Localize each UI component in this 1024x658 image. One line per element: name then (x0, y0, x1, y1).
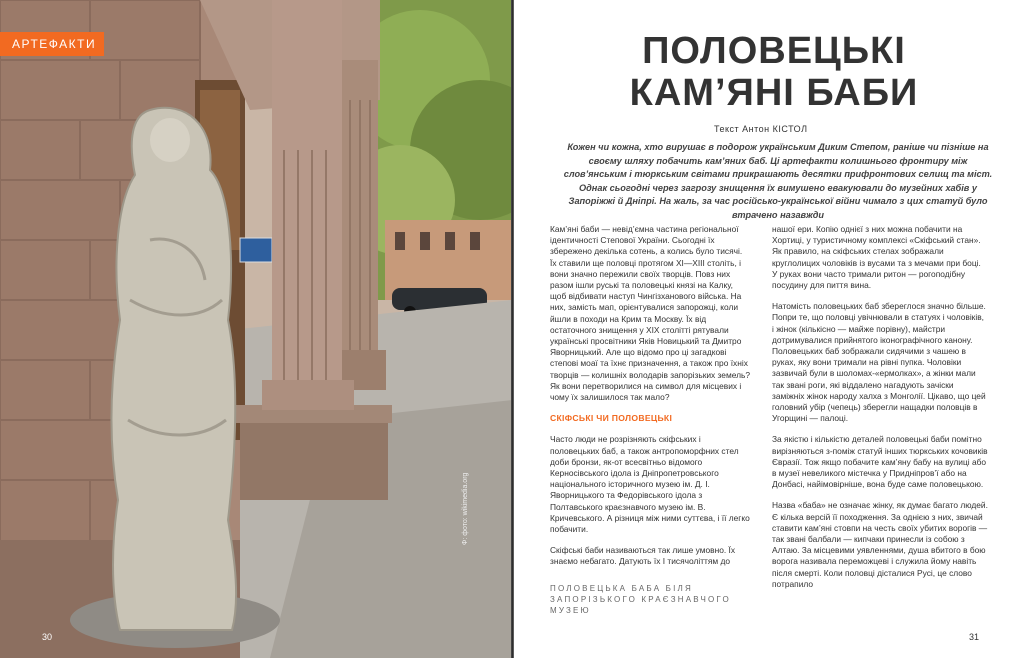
section-tag: АРТЕФАКТИ (0, 32, 104, 56)
paragraph: Часто люди не розрізняють скіфських і половецьких баб, а також антропоморфних стел доби бронзи, як-от всесвітньо відомого Керносівського ідола із Дніпропетровського національного історичного музею ім. Д. І. Яворницького та Федорівського ідола з Полтавського краєзнавчого музею ім. В. Кричевського. А різниця між ними суттєва, і її легко побачити. (550, 434, 750, 535)
text-column-2 (772, 224, 988, 600)
text-column-1 (550, 224, 750, 578)
article-title (574, 30, 974, 114)
right-page (514, 0, 1024, 658)
section-subheading: СКІФСЬКІ ЧИ ПОЛОВЕЦЬКІ (550, 413, 673, 424)
paragraph: нашої ери. Копію однієї з них можна побачити на Хортиці, у туристичному комплексі «Скіфський стан». Як правило, на скіфських стелах зображали круглолицих чоловіків із вусами та з мечами при боці. У руках вони часто тримали ритон — рогоподібну посудину для пиття вина. (772, 224, 981, 291)
lead-paragraph: Кожен чи кожна, хто вирушає в подорож українським Диким Степом, раніше чи пізніше на своєму шляху побачить кам’яних баб. Ці артефакти колишнього фронтиру між слов’янським і тюркським світами прикрашають десятки прифронтових селищ та міст. Однак сьогодні через загрозу знищення їх вимушено евакуювали до музейних хабів у Запоріжжі й Дніпрі. На жаль, за час російсько-української війни чимало з цих статуй було втрачено назавжди (563, 142, 993, 220)
page-number-left: 30 (42, 632, 53, 642)
paragraph: Кам’яні баби — невід’ємна частина регіональної ідентичності Степової України. Сьогодні їх збережено декілька сотень, а колись було тисячі. Їх ставили ще половці протягом XI—XIII століть, і вони значно пережили своїх творців. Повз них разом ішли руські та половецькі князі на Калку, щоб відбивати наступ Чингізханового війська. На них, замість мап, орієнтувалися запорожці, коли йшли в походи на Крим та Москву. Їх від остаточного знищення у XIX столітті рятували українські просвітники Яків Новицький та Дмитро Яворницький. Але що відомо про ці загадкові степові моаї та їхнє призначення, а також про їхніх творців — колишніх володарів запорізьких земель? Як вони перетворилися на символ для місцевих і чому їх залишилося так мало? (550, 224, 750, 403)
title-line-2: КАМ’ЯНІ БАБИ (629, 72, 919, 114)
photo-credit: Ф: фото: wikimedia.org (462, 472, 469, 545)
title-line-1: ПОЛОВЕЦЬКІ (642, 30, 906, 72)
paragraph: За якістю і кількістю деталей половецькі баби помітно вирізняються з-поміж статуй інших тюркських кочовиків Євразії. Тож якщо побачите кам’яну бабу на вулиці або в музеї невеликого містечка у Придніпров’ї або на Донбасі, найімовірніше, вона буде саме половецькою. (772, 434, 988, 490)
page-number-right: 31 (969, 632, 980, 642)
photo-caption: ПОЛОВЕЦЬКА БАБА БІЛЯ ЗАПОРІЗЬКОГО КРАЄЗНАВЧОГО МУЗЕЮ (550, 584, 731, 615)
paragraph: Натомість половецьких баб збереглося значно більше. Попри те, що половці увічнювали в статуях і чоловіків, і жінок (кількісно — майже порівну), майстри дотримувалися прийнятого іконографічного канону. Половецьких баб зображали сидячими з чашею в руках, яку вони тримали на рівні пупка. Чоловіки зазвичай були в шоломах-«ермолках», а жінки мали так звані роги, які віддалено нагадують зачіски заміжніх жінок народу халха з Монголії. Цікаво, що цей головний убір (чепець) зберегли нащадки половців в Угорщині — палоці. (772, 301, 986, 424)
author-byline: Текст Антон КІСТОЛ (714, 124, 808, 134)
paragraph: Скіфські баби називаються так лише умовно. Їх знаємо небагато. Датують їх І тисячоліттям до (550, 545, 736, 567)
paragraph: Назва «баба» не означає жінку, як думає багато людей. Є кілька версій її походження. За однією з них, звичай ставити кам’яні стовпи на честь своїх убитих ворогів — так звані балбали — кипчаки принесли із собою з Алтаю. За місцевими уявленнями, душа вбитого в бою ворога називала переможцеві і служила йому навіть після смерті. Коли половці дісталися Русі, це слово потрапило (772, 500, 988, 589)
